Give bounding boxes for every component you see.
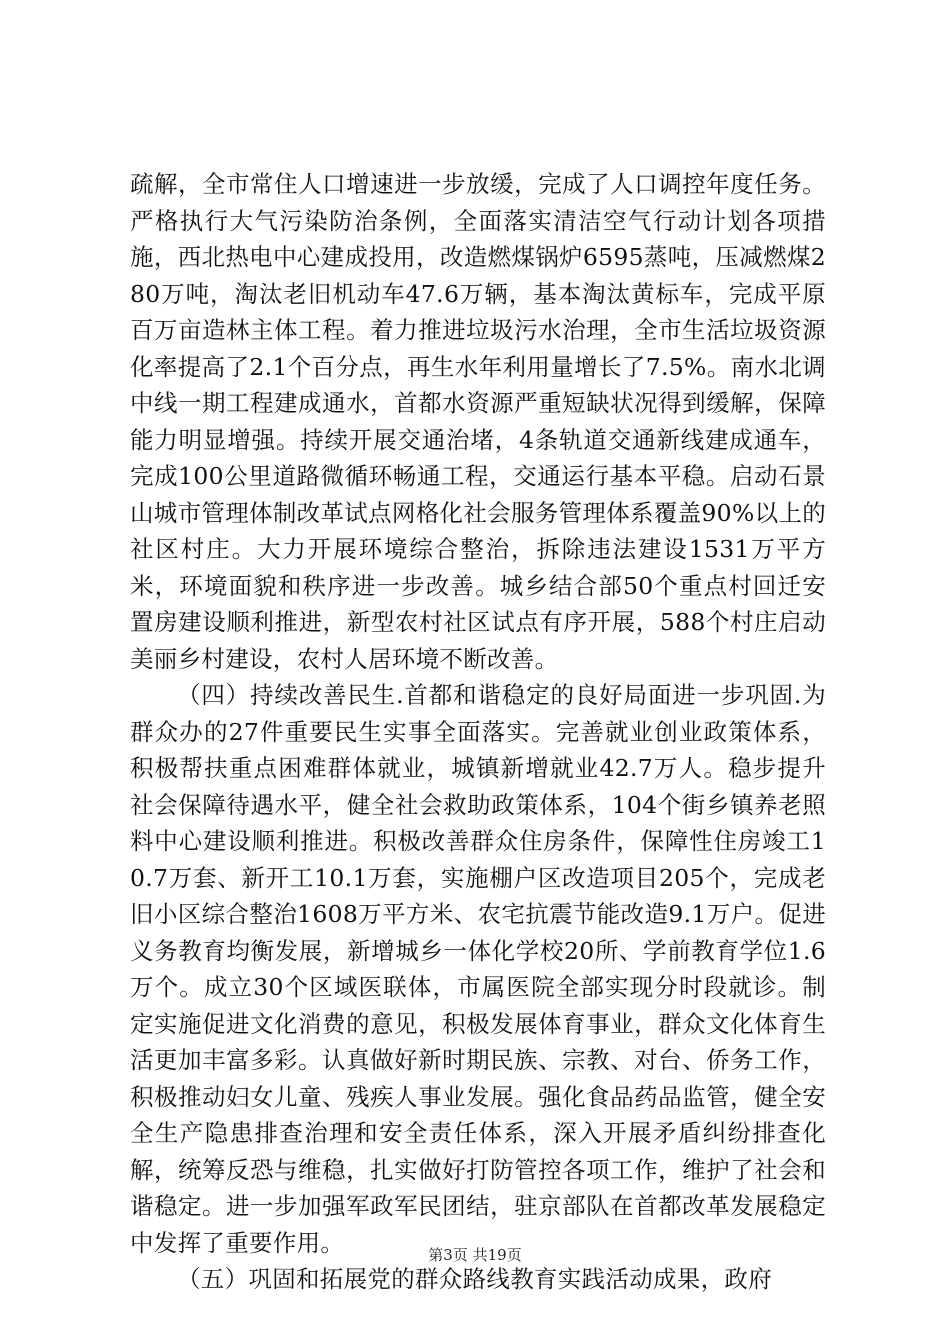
page-number-footer: 第3页 共19页	[428, 1246, 522, 1264]
document-body	[130, 166, 826, 1298]
paragraph-continuation: 疏解，全市常住人口增速进一步放缓，完成了人口调控年度任务。严格执行大气污染防治条例，全面落实清洁空气行动计划各项措施，西北热电中心建成投用，改造燃煤锅炉6595蒸吨，压减燃煤280万吨，淘汰老旧机动车47.6万辆，基本淘汰黄标车，完成平原百万亩造林主体工程。着力推进垃圾污水治理，全市生活垃圾资源化率提高了2.1个百分点，再生水年利用量增长了7.5%。南水北调中线一期工程建成通水，首都水资源严重短缺状况得到缓解，保障能力明显增强。持续开展交通治堵，4条轨道交通新线建成通车，完成100公里道路微循环畅通工程，交通运行基本平稳。启动石景山城市管理体制改革试点网格化社会服务管理体系覆盖90%以上的社区村庄。大力开展环境综合整治，拆除违法建设1531万平方米，环境面貌和秩序进一步改善。城乡结合部50个重点村回迁安置房建设顺利推进，新型农村社区试点有序开展，588个村庄启动美丽乡村建设，农村人居环境不断改善。	[130, 170, 826, 673]
paragraph-section-5: （五）巩固和拓展党的群众路线教育实践活动成果，政府	[177, 1265, 772, 1293]
paragraph-section-4: （四）持续改善民生.首都和谐稳定的良好局面进一步巩固.为群众办的27件重要民生实事全面落实。完善就业创业政策体系，积极帮扶重点困难群体就业，城镇新增就业42.7万人。稳步提升社会保障待遇水平，健全社会救助政策体系，104个街乡镇养老照料中心建设顺利推进。积极改善群众住房条件，保障性住房竣工10.7万套、新开工10.1万套，实施棚户区改造项目205个，完成老旧小区综合整治1608万平方米、农宅抗震节能改造9.1万户。促进义务教育均衡发展，新增城乡一体化学校20所、学前教育学位1.6万个。成立30个区域医联体，市属医院全部实现分时段就诊。制定实施促进文化消费的意见，积极发展体育事业，群众文化体育生活更加丰富多彩。认真做好新时期民族、宗教、对台、侨务工作，积极推动妇女儿童、残疾人事业发展。强化食品药品监管，健全安全生产隐患排查治理和安全责任体系，深入开展矛盾纠纷排查化解，统筹反恐与维稳，扎实做好打防管控各项工作，维护了社会和谐稳定。进一步加强军政军民团结，驻京部队在首都改革发展稳定中发挥了重要作用。	[130, 681, 826, 1257]
